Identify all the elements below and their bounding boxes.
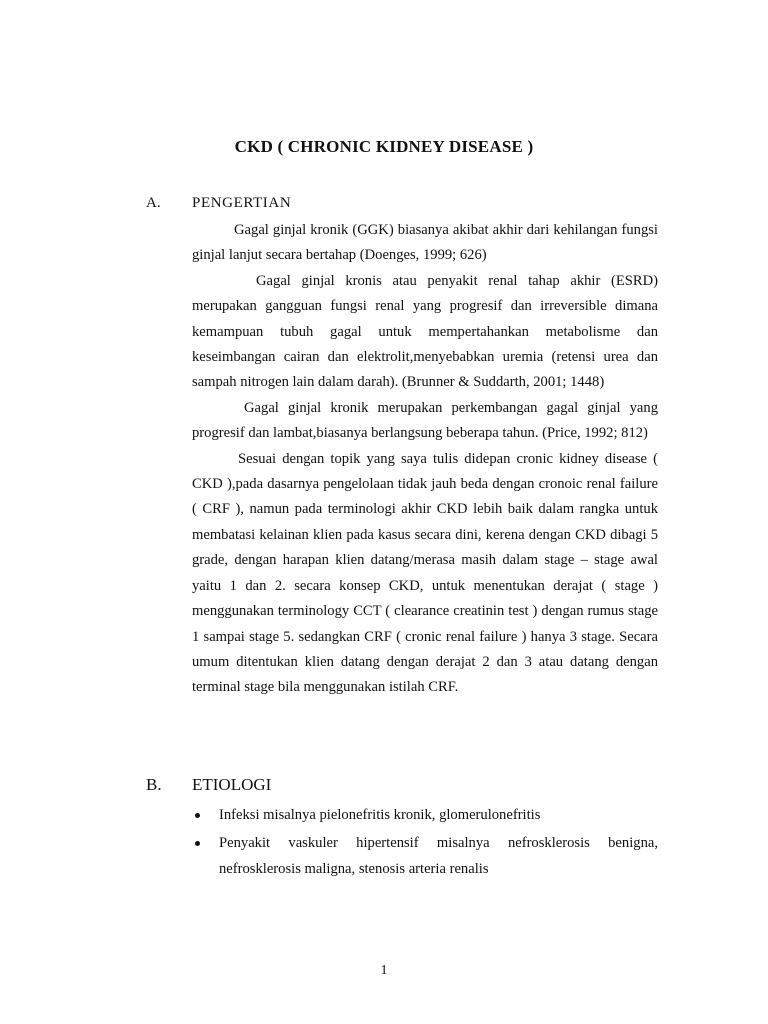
etiology-list [192, 803, 658, 885]
page-number: 1 [380, 963, 388, 978]
section-a-title: PENGERTIAN [192, 195, 292, 211]
document-title: CKD ( CHRONIC KIDNEY DISEASE ) [234, 137, 534, 156]
paragraph-1: Gagal ginjal kronik (GGK) biasanya akibat akhir dari kehilangan fungsi ginjal lanjut secara bertahap (Doenges, 1999; 626) [192, 222, 658, 264]
list-item [192, 803, 658, 828]
section-b-letter: B. [146, 775, 162, 794]
section-b-title: ETIOLOGI [192, 775, 272, 794]
paragraph-4: Sesuai dengan topik yang saya tulis didepan cronic kidney disease ( CKD ),pada dasarnya pengelolaan tidak jauh beda dengan cronoic renal failure ( CRF ), namun pada terminologi akhir CKD lebih baik dalam rangka untuk membatasi kelainan klien pada kasus secara dini, kerena dengan CKD dibagi 5 grade, dengan harapan klien datang/merasa masih dalam stage – stage awal yaitu 1 dan 2. secara konsep CKD, untuk menentukan derajat ( stage ) menggunakan terminology CCT ( clearance creatinin test ) dengan rumus stage 1 sampai stage 5. sedangkan CRF ( cronic renal failure ) hanya 3 stage. Secara umum ditentukan klien datang dengan derajat 2 dan 3 atau datang dengan terminal stage bila menggunakan istilah CRF. [192, 450, 658, 696]
paragraph-3: Gagal ginjal kronik merupakan perkembangan gagal ginjal yang progresif dan lambat,biasanya berlangsung beberapa tahun. (Price, 1992; 812) [192, 399, 658, 442]
list-item-text: Penyakit vaskuler hipertensif misalnya nefrosklerosis benigna, nefrosklerosis maligna, stenosis arteria renalis [219, 835, 658, 877]
list-item-text: Infeksi misalnya pielonefritis kronik, glomerulonefritis [219, 807, 541, 823]
section-b-heading [146, 775, 271, 795]
list-item [192, 831, 658, 882]
bullet-icon [195, 813, 200, 818]
bullet-icon [195, 841, 200, 846]
section-a-letter: A. [146, 195, 161, 211]
section-a-heading [146, 195, 291, 212]
section-a-body [192, 218, 658, 701]
paragraph-2: Gagal ginjal kronis atau penyakit renal tahap akhir (ESRD) merupakan gangguan fungsi renal yang progresif dan irreversible dimana kemampuan tubuh gagal untuk mempertahankan metabolisme dan keseimbangan cairan dan elektrolit,menyebabkan uremia (retensi urea dan sampah nitrogen lain dalam darah). (Brunner & Suddarth, 2001; 1448) [192, 272, 658, 391]
